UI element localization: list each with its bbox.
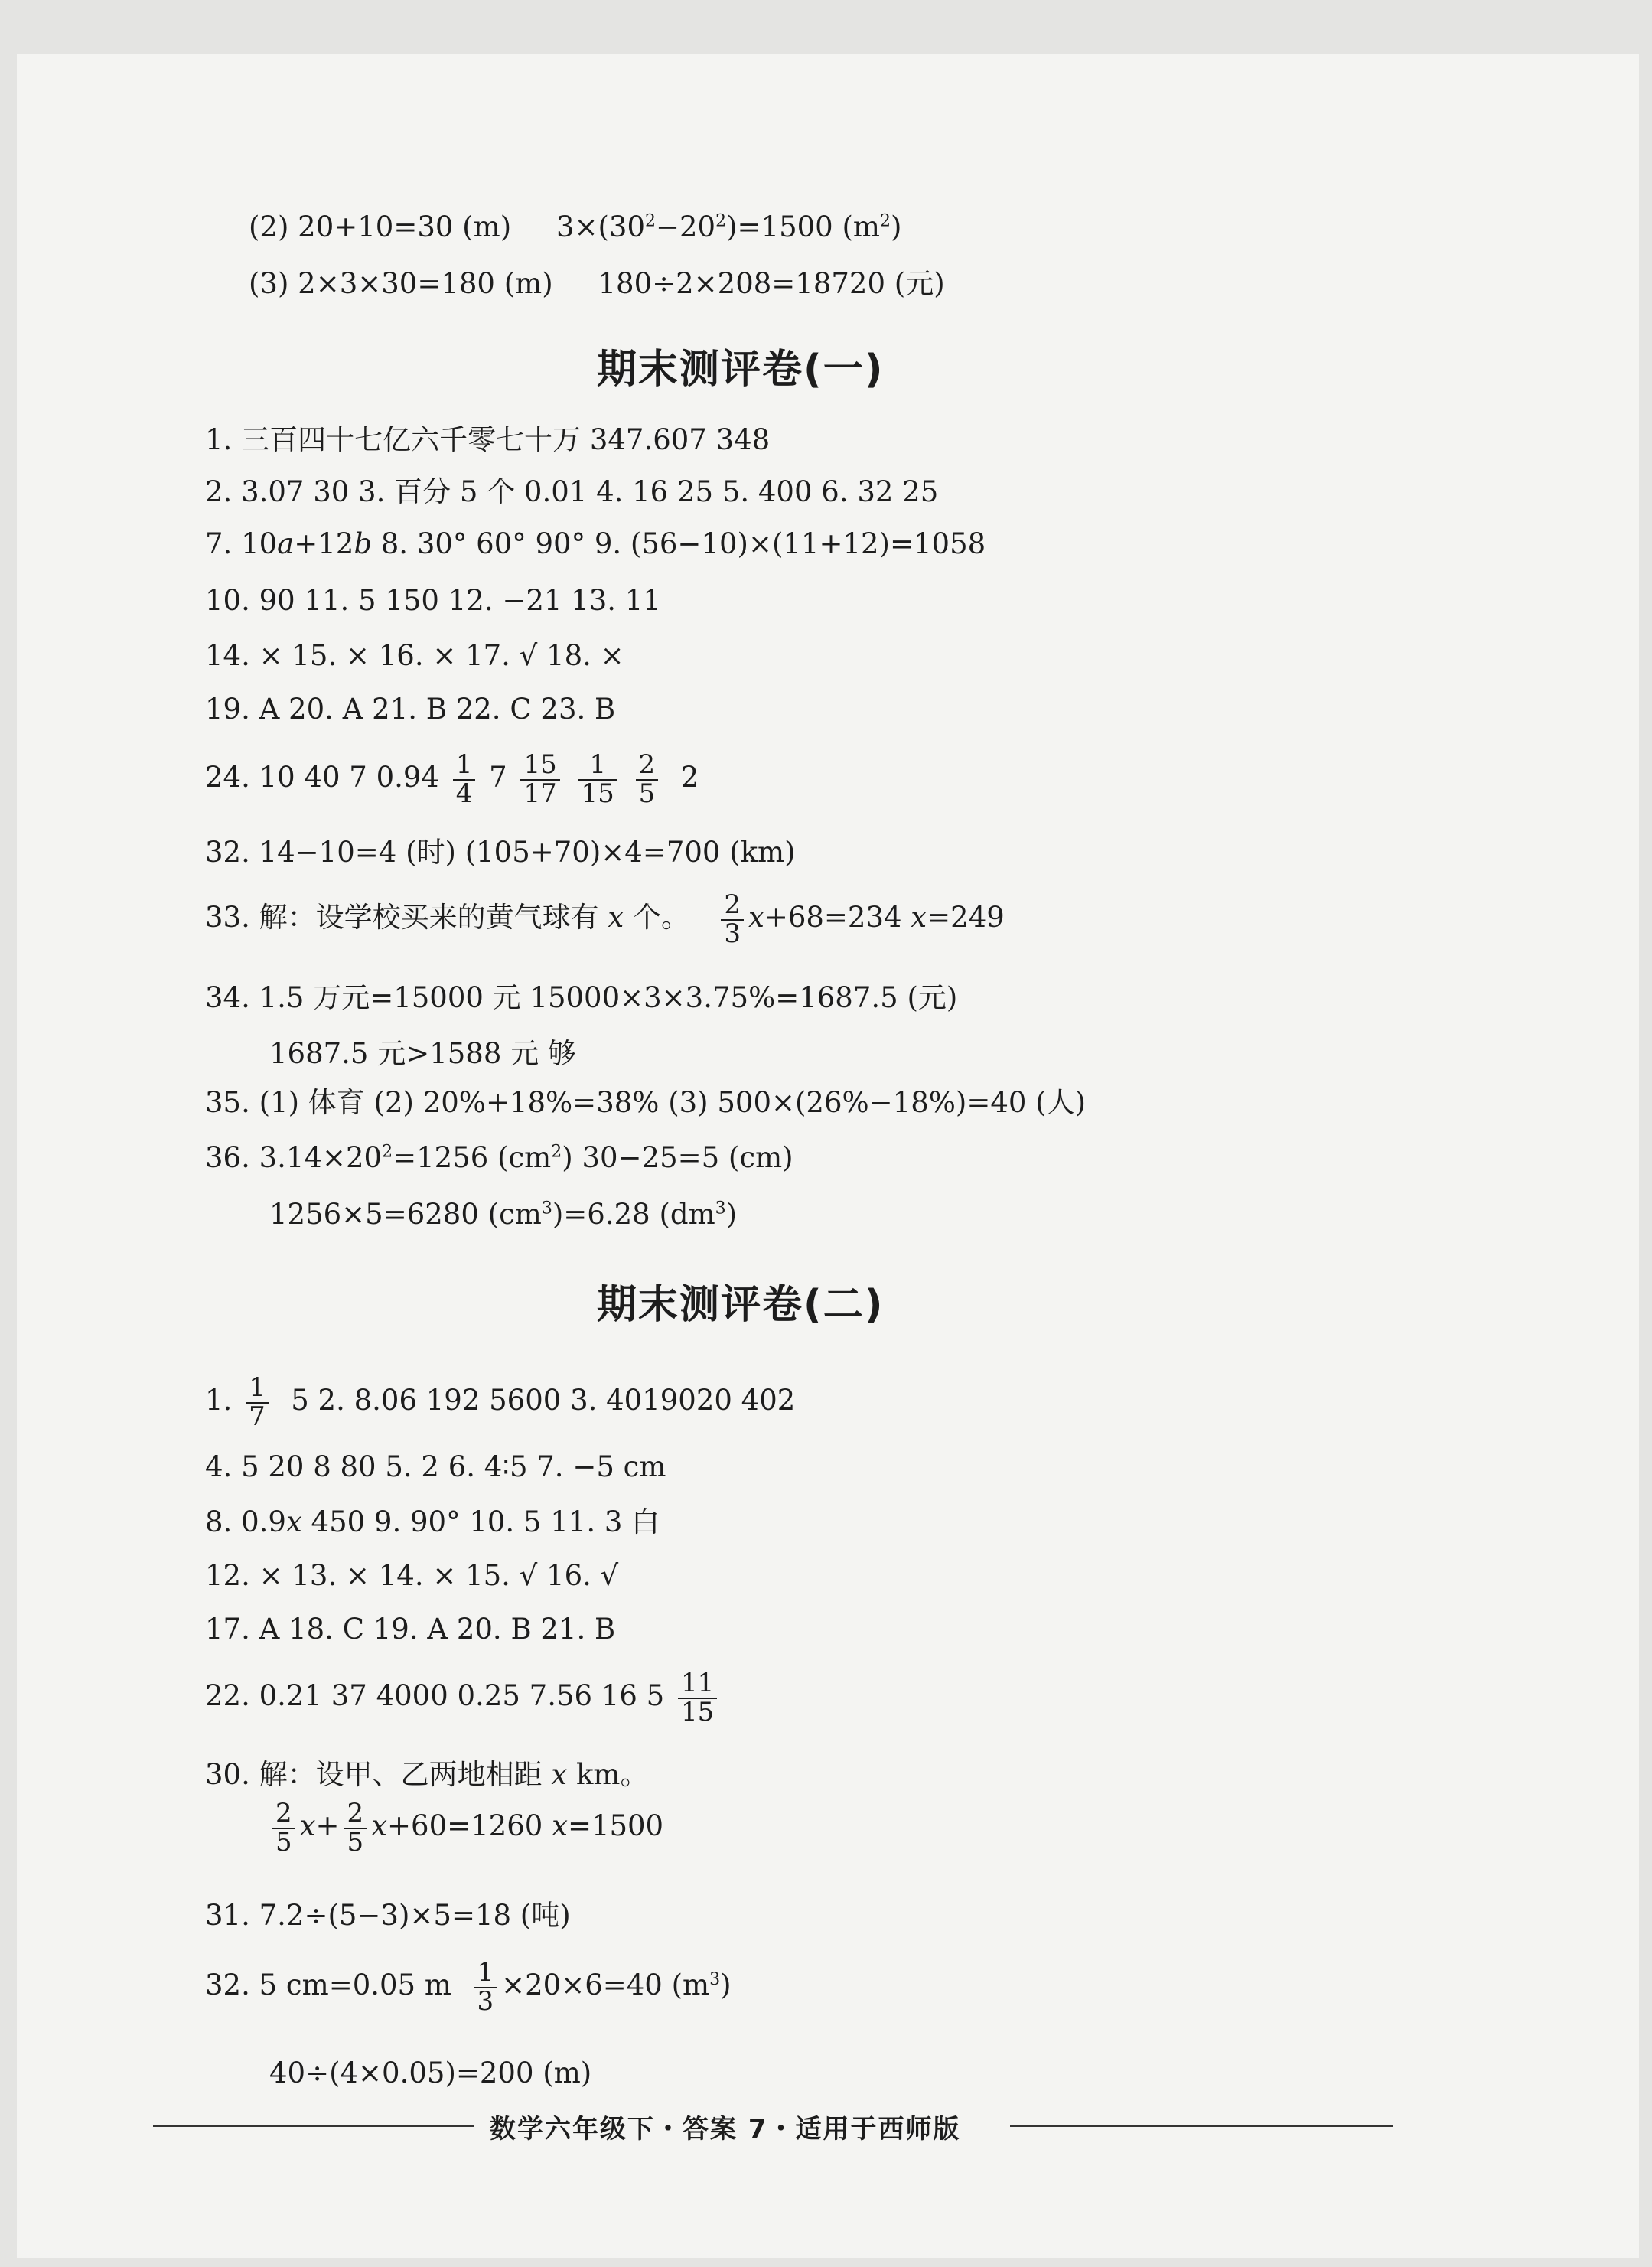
answer-2-8: 8. 0.9x 450 9. 90° 10. 5 11. 3 白 (205, 1505, 660, 1538)
answer-2-31: 31. 7.2÷(5−3)×5=18 (吨) (205, 1899, 571, 1932)
fraction: $\frac{2}{5}$ (344, 1800, 367, 1856)
answer-2-17: 17. A 18. C 19. A 20. B 21. B (205, 1613, 616, 1646)
fraction: $\frac{1}{3}$ (474, 1959, 497, 2015)
fraction: $\frac{2}{5}$ (272, 1800, 295, 1856)
section-title-exam-2: 期末测评卷(二) (597, 1282, 885, 1328)
answer-2-12: 12. × 13. × 14. × 15. √ 16. √ (205, 1559, 619, 1592)
section-title-exam-1: 期末测评卷(一) (597, 347, 885, 393)
answer-19: 19. A 20. A 21. B 22. C 23. B (205, 693, 616, 726)
answer-36-line-1: 36. $3.14\times 20^2=1256$ $(cm^2)$ 30−25=5 (cm) (205, 1141, 793, 1174)
answer-32: 32. 14−10=4 (时) (105+70)×4=700 (km) (205, 836, 796, 869)
answer-2-32-line-2: 40÷(4×0.05)=200 (m) (269, 2057, 592, 2089)
page-footer: 数学六年级下・答案 7・适用于西师版 (490, 2114, 961, 2145)
answer-line-top-3: (3) 2×3×30=180 (m) 180÷2×208=18720 (元) (249, 267, 945, 300)
answer-2-4: 4. 5 20 8 80 5. 2 6. 4∶5 7. −5 cm (205, 1450, 666, 1483)
fraction: $\frac{11}{15}$ (678, 1670, 717, 1726)
fraction: $\frac{1}{4}$ (453, 752, 476, 807)
answer-7: 7. 10a+12b 8. 30° 60° 90° 9. (56−10)×(11+12)=1058 (205, 527, 986, 560)
answer-2: 2. 3.07 30 3. 百分 5 个 0.01 4. 16 25 5. 400 6. 32 25 (205, 475, 939, 508)
answer-36-line-2: 1256×5=6280 $(cm^3)=6.28$ $(dm^3)$ (269, 1198, 738, 1231)
answer-24: 24. 10 40 7 0.94 $\frac{1}{4}$ 7 $\frac{15}{17}$ $\frac{1}{15}$ $\frac{2}{5}$ 2 (205, 749, 699, 809)
fraction: $\frac{1}{7}$ (246, 1375, 269, 1430)
answer-34-line-2: 1687.5 元>1588 元 够 (269, 1037, 576, 1070)
fraction: $\frac{1}{15}$ (578, 752, 617, 807)
answer-1: 1. 三百四十七亿六千零七十万 347.607 348 (205, 423, 771, 456)
answer-10: 10. 90 11. 5 150 12. −21 13. 11 (205, 584, 661, 617)
fraction: $\frac{15}{17}$ (520, 752, 559, 807)
answer-35: 35. (1) 体育 (2) 20%+18%=38% (3) 500×(26%−18%)=40 (人) (205, 1086, 1087, 1119)
answer-34-line-1: 34. 1.5 万元=15000 元 15000×3×3.75%=1687.5 (元) (205, 981, 958, 1014)
answer-line-top-2: (2) 20+10=30 (m) $3\times(30^2-20^2)=1500$ $(m^2)$ (249, 210, 902, 243)
answer-2-1: 1. $\frac{1}{7}$ 5 2. 8.06 192 5600 3. 4019020 402 (205, 1372, 796, 1432)
answer-2-32-line-1: 32. 5 cm=0.05 m $\frac{1}{3}$ ×20×6=40 $(m^3)$ (205, 1957, 732, 2017)
fraction: $\frac{2}{3}$ (721, 892, 744, 948)
answer-2-30-line-1: 30. 解：设甲、乙两地相距 x km。 (205, 1758, 649, 1791)
answer-14: 14. × 15. × 16. × 17. √ 18. × (205, 639, 624, 672)
answer-2-30-line-2: $\frac{2}{5}$ x+ $\frac{2}{5}$ x+60=1260 x=1500 (268, 1800, 663, 1856)
fraction: $\frac{2}{5}$ (636, 752, 659, 807)
answer-33: 33. 解：设学校买来的黄气球有 x 个。 $\frac{2}{3}$ x+68=234 x=249 (205, 889, 1005, 949)
answer-2-22: 22. 0.21 37 4000 0.25 7.56 16 5 $\frac{11}{15}$ (205, 1670, 722, 1726)
